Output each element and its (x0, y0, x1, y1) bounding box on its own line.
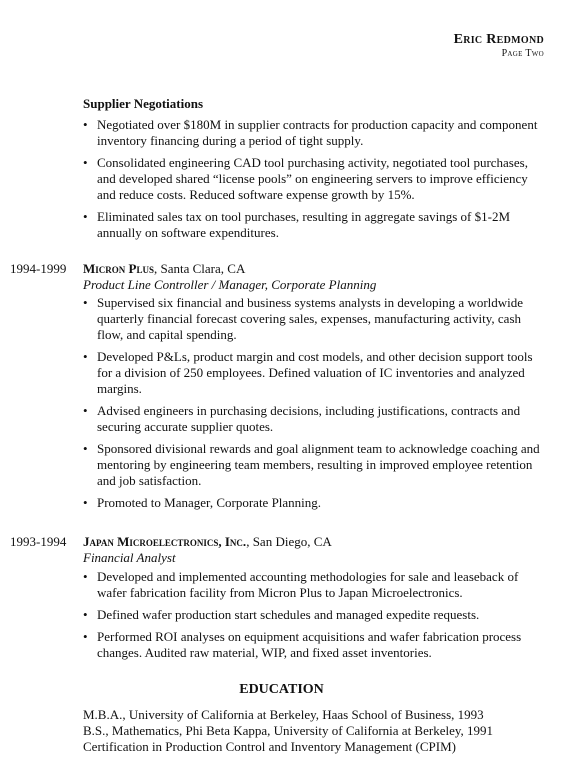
list-item: • Developed and implemented accounting methodologies for sale and leaseback of wafer fabrication facility from Micron Plus to Japan Microelectronics. (83, 569, 519, 600)
education-entry: B.S., Mathematics, Phi Beta Kappa, University of California at Berkeley, 1991 (83, 723, 494, 738)
bullet-icon: • (83, 295, 88, 310)
bullet-icon: • (83, 155, 88, 170)
page-number-label: Page Two (501, 48, 544, 59)
page-header (454, 31, 544, 60)
bullet-icon: • (83, 495, 88, 510)
list-item: • Negotiated over $180M in supplier contracts for production capacity and component inventory financing during a period of tight supply. (83, 117, 538, 148)
education-list (83, 707, 493, 755)
job-dates: 1993-1994 (10, 534, 67, 549)
job-dates: 1994-1999 (10, 261, 67, 276)
education-entry: M.B.A., University of California at Berkeley, Haas School of Business, 1993 (83, 707, 484, 722)
job-title: Financial Analyst (83, 550, 176, 565)
company-name: Micron Plus (83, 261, 154, 276)
candidate-name: Eric Redmond (453, 32, 544, 47)
bullet-icon: • (83, 441, 88, 456)
list-item: • Developed P&Ls, product margin and cost models, and other decision support tools for a division of 250 employees. Defined valuation of IC inventories and analyzed margins. (83, 349, 533, 396)
job-responsibilities-list (0, 569, 563, 667)
list-item: • Supervised six financial and business systems analysts in developing a worldwide quarterly financial forecast covering sales, expenses, manufacturing activity, cash flow, and capital spending. (83, 295, 524, 342)
education-heading: EDUCATION (239, 682, 324, 697)
job-company-line (83, 261, 245, 277)
job-responsibilities-list (0, 295, 563, 517)
job-company-line (83, 534, 332, 550)
list-item: • Defined wafer production start schedules and managed expedite requests. (83, 607, 480, 622)
supplier-negotiations-list (0, 117, 563, 247)
list-item: • Consolidated engineering CAD tool purchasing activity, negotiated tool purchases, and developed shared “license pools” on engineering servers to improve efficiency and reduce costs. Reduced software expense growth by 15%. (83, 155, 528, 202)
job-title: Product Line Controller / Manager, Corporate Planning (83, 277, 377, 292)
list-item: • Performed ROI analyses on equipment acquisitions and wafer fabrication process changes. Audited raw material, WIP, and fixed asset inventories. (83, 629, 522, 660)
list-item: • Eliminated sales tax on tool purchases, resulting in aggregate savings of $1-2M annually on software expenditures. (83, 209, 511, 240)
bullet-icon: • (83, 117, 88, 132)
supplier-negotiations-heading: Supplier Negotiations (83, 96, 204, 111)
education-entry: Certification in Production Control and Inventory Management (CPIM) (83, 739, 456, 754)
bullet-icon: • (83, 569, 88, 584)
bullet-icon: • (83, 403, 88, 418)
list-item: • Advised engineers in purchasing decisions, including justifications, contracts and securing accurate supplier quotes. (83, 403, 521, 434)
bullet-icon: • (83, 607, 88, 622)
company-location: , San Diego, CA (246, 534, 332, 549)
company-name: Japan Microelectronics, Inc. (83, 534, 247, 549)
list-item: • Promoted to Manager, Corporate Planning. (83, 495, 322, 510)
bullet-icon: • (83, 209, 88, 224)
bullet-icon: • (83, 349, 88, 364)
list-item: • Sponsored divisional rewards and goal alignment team to acknowledge coaching and mentoring by engineering team members, resulting in improved employee retention and job satisfaction. (83, 441, 540, 488)
company-location: , Santa Clara, CA (153, 261, 246, 276)
bullet-icon: • (83, 629, 88, 644)
